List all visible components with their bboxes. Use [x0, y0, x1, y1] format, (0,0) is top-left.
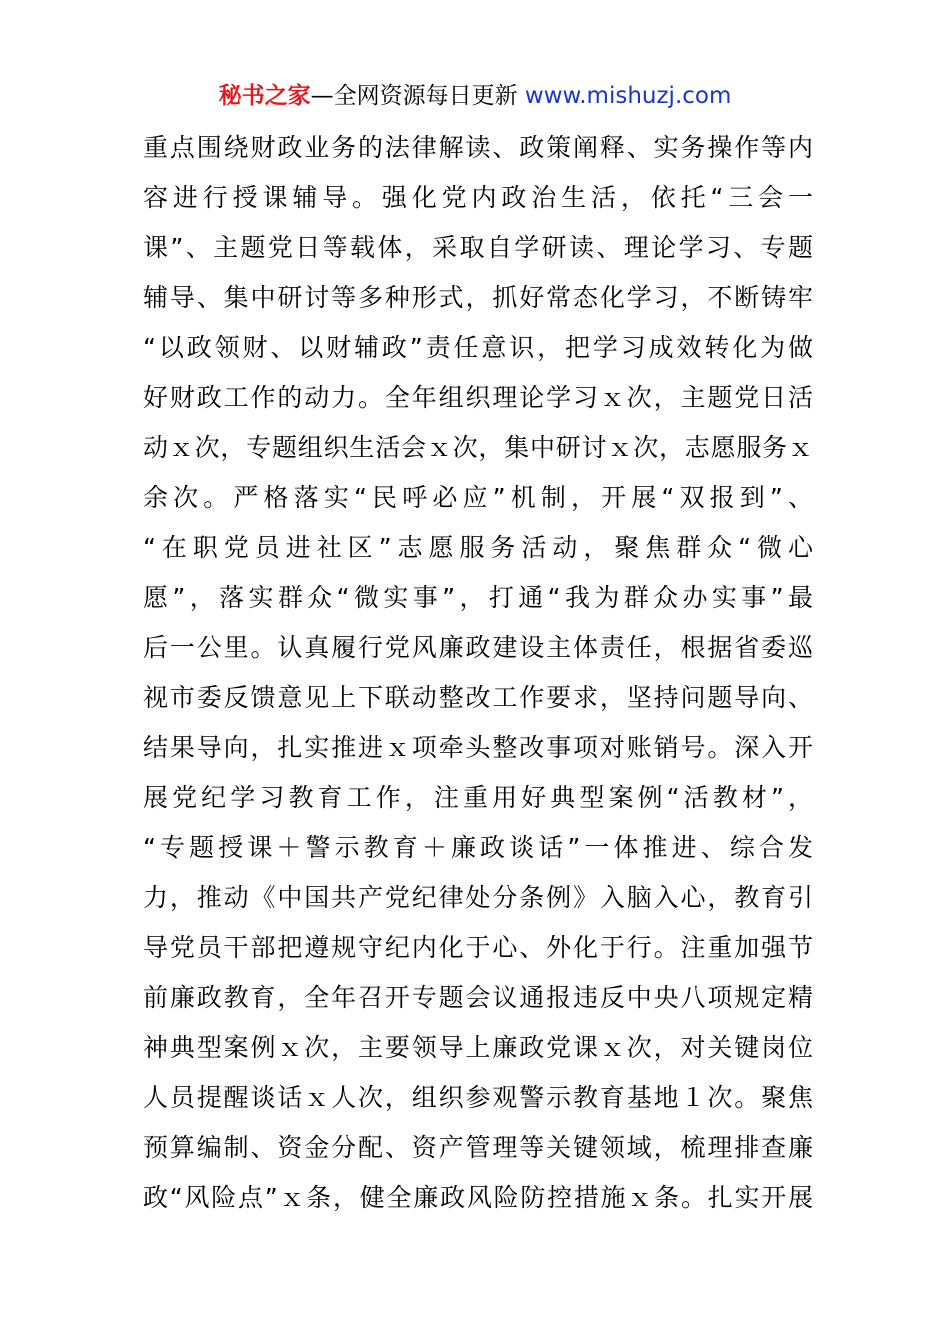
text-line: 人员提醒谈话ｘ人次，组织参观警示教育基地１次。聚焦 [143, 1083, 813, 1112]
text-line: “以政领财、以财辅政”责任意识，把学习成效转化为做 [143, 333, 813, 362]
text-line: 政“风险点”ｘ条，健全廉政风险防控措施ｘ条。扎实开展 [143, 1183, 813, 1212]
page-header [0, 80, 950, 112]
text-line: “在职党员进社区”志愿服务活动，聚焦群众“微心 [143, 533, 813, 562]
text-line: 后一公里。认真履行党风廉政建设主体责任，根据省委巡 [143, 633, 813, 662]
text-line: 结果导向，扎实推进ｘ项牵头整改事项对账销号。深入开 [143, 733, 813, 762]
text-line: 前廉政教育，全年召开专题会议通报违反中央八项规定精 [143, 983, 813, 1012]
text-line: 视市委反馈意见上下联动整改工作要求，坚持问题导向、 [143, 683, 813, 712]
text-line: 辅导、集中研讨等多种形式，抓好常态化学习，不断铸牢 [143, 283, 813, 312]
text-line: 课”、主题党日等载体，采取自学研读、理论学习、专题 [143, 233, 813, 262]
document-body [143, 123, 813, 1223]
text-line: 预算编制、资金分配、资产管理等关键领域，梳理排查廉 [143, 1133, 813, 1162]
text-line: 重点围绕财政业务的法律解读、政策阐释、实务操作等内 [143, 133, 813, 162]
text-line: 余次。严格落实“民呼必应”机制，开展“双报到”、 [143, 483, 813, 512]
text-line: 导党员干部把遵规守纪内化于心、外化于行。注重加强节 [143, 933, 813, 962]
brand-name: 秘书之家 [218, 83, 311, 109]
header-tagline: —全网资源每日更新 [310, 83, 525, 109]
text-line: 容进行授课辅导。强化党内政治生活，依托“三会一 [143, 183, 813, 212]
text-line: 神典型案例ｘ次，主要领导上廉政党课ｘ次，对关键岗位 [143, 1033, 813, 1062]
text-line: 力，推动《中国共产党纪律处分条例》入脑入心，教育引 [143, 883, 813, 912]
site-url-link[interactable]: www.mishuzj.com [524, 83, 732, 109]
text-line: 展党纪学习教育工作，注重用好典型案例“活教材”， [143, 783, 813, 812]
text-line: “专题授课＋警示教育＋廉政谈话”一体推进、综合发 [143, 833, 813, 862]
text-line: 好财政工作的动力。全年组织理论学习ｘ次，主题党日活 [143, 383, 813, 412]
text-line: 动ｘ次，专题组织生活会ｘ次，集中研讨ｘ次，志愿服务ｘ [143, 433, 813, 462]
text-line: 愿”，落实群众“微实事”，打通“我为群众办实事”最 [143, 583, 813, 612]
